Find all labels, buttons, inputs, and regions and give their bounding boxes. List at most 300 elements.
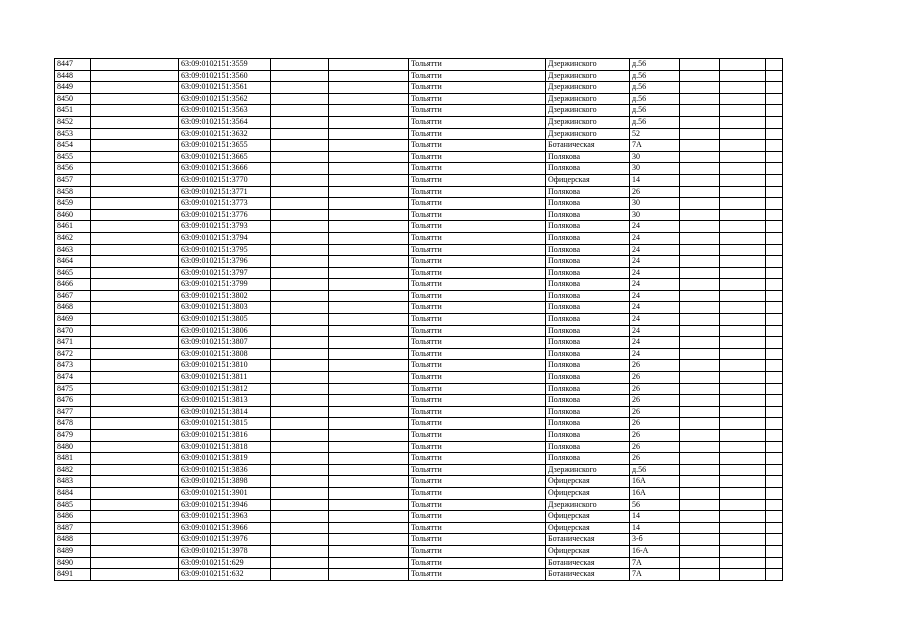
row-number-cell: 8447 — [55, 59, 91, 71]
empty-cell — [271, 430, 329, 442]
table-row — [55, 430, 783, 442]
cadastral-number-cell: 63:09:0102151:3808 — [179, 348, 271, 360]
row-number-cell: 8475 — [55, 383, 91, 395]
cadastral-number-cell: 63:09:0102151:3946 — [179, 499, 271, 511]
empty-cell — [720, 545, 766, 557]
table-row — [55, 302, 783, 314]
empty-cell — [680, 348, 720, 360]
city-cell: Тольятти — [409, 140, 546, 152]
table-row — [55, 487, 783, 499]
empty-cell — [329, 151, 409, 163]
cadastral-number-cell: 63:09:0102151:3818 — [179, 441, 271, 453]
row-number-cell: 8481 — [55, 453, 91, 465]
city-cell: Тольятти — [409, 209, 546, 221]
empty-cell — [680, 534, 720, 546]
house-cell: 56 — [630, 499, 680, 511]
table-row — [55, 314, 783, 326]
table-body — [55, 59, 783, 581]
city-cell: Тольятти — [409, 545, 546, 557]
empty-cell — [680, 418, 720, 430]
row-number-cell: 8463 — [55, 244, 91, 256]
row-number-cell: 8480 — [55, 441, 91, 453]
house-cell: 30 — [630, 198, 680, 210]
city-cell: Тольятти — [409, 360, 546, 372]
empty-cell — [271, 360, 329, 372]
empty-cell — [91, 140, 179, 152]
city-cell: Тольятти — [409, 418, 546, 430]
row-number-cell: 8487 — [55, 522, 91, 534]
row-number-cell: 8468 — [55, 302, 91, 314]
cadastral-number-cell: 63:09:0102151:632 — [179, 569, 271, 581]
empty-cell — [329, 93, 409, 105]
empty-cell — [720, 430, 766, 442]
house-cell: 24 — [630, 256, 680, 268]
empty-cell — [271, 348, 329, 360]
cadastral-number-cell: 63:09:0102151:3836 — [179, 464, 271, 476]
empty-cell — [680, 244, 720, 256]
street-cell: Ботаническая — [546, 569, 630, 581]
empty-cell — [720, 569, 766, 581]
empty-cell — [720, 325, 766, 337]
cadastral-number-cell: 63:09:0102151:3666 — [179, 163, 271, 175]
row-number-cell: 8459 — [55, 198, 91, 210]
city-cell: Тольятти — [409, 70, 546, 82]
city-cell: Тольятти — [409, 186, 546, 198]
empty-cell — [720, 128, 766, 140]
empty-cell — [720, 244, 766, 256]
empty-cell — [271, 522, 329, 534]
table-row — [55, 59, 783, 71]
cadastral-number-cell: 63:09:0102151:3802 — [179, 290, 271, 302]
empty-cell — [271, 511, 329, 523]
row-number-cell: 8470 — [55, 325, 91, 337]
empty-cell — [91, 418, 179, 430]
table-row — [55, 186, 783, 198]
street-cell: Полякова — [546, 383, 630, 395]
empty-cell — [329, 290, 409, 302]
empty-cell — [271, 406, 329, 418]
city-cell: Тольятти — [409, 232, 546, 244]
empty-cell — [91, 464, 179, 476]
street-cell: Офицерская — [546, 174, 630, 186]
empty-cell — [680, 70, 720, 82]
empty-cell — [329, 59, 409, 71]
table-row — [55, 476, 783, 488]
house-cell: 30 — [630, 209, 680, 221]
empty-cell — [329, 430, 409, 442]
empty-cell — [766, 372, 783, 384]
table-row — [55, 348, 783, 360]
empty-cell — [680, 441, 720, 453]
row-number-cell: 8460 — [55, 209, 91, 221]
table-row — [55, 140, 783, 152]
empty-cell — [766, 522, 783, 534]
table-row — [55, 116, 783, 128]
city-cell: Тольятти — [409, 116, 546, 128]
empty-cell — [766, 511, 783, 523]
empty-cell — [680, 116, 720, 128]
empty-cell — [91, 302, 179, 314]
empty-cell — [680, 383, 720, 395]
cadastral-number-cell: 63:09:0102151:3805 — [179, 314, 271, 326]
cadastral-number-cell: 63:09:0102151:3814 — [179, 406, 271, 418]
table-row — [55, 360, 783, 372]
empty-cell — [91, 198, 179, 210]
empty-cell — [329, 464, 409, 476]
empty-cell — [680, 128, 720, 140]
empty-cell — [329, 302, 409, 314]
empty-cell — [766, 545, 783, 557]
empty-cell — [766, 232, 783, 244]
empty-cell — [91, 453, 179, 465]
empty-cell — [91, 511, 179, 523]
table-row — [55, 209, 783, 221]
empty-cell — [720, 302, 766, 314]
house-cell: 30 — [630, 163, 680, 175]
empty-cell — [680, 360, 720, 372]
table-row — [55, 221, 783, 233]
empty-cell — [720, 82, 766, 94]
house-cell: 26 — [630, 406, 680, 418]
empty-cell — [329, 256, 409, 268]
house-cell: 24 — [630, 302, 680, 314]
empty-cell — [271, 163, 329, 175]
table-row — [55, 290, 783, 302]
empty-cell — [680, 337, 720, 349]
city-cell: Тольятти — [409, 511, 546, 523]
empty-cell — [680, 151, 720, 163]
empty-cell — [91, 476, 179, 488]
empty-cell — [766, 163, 783, 175]
empty-cell — [271, 418, 329, 430]
empty-cell — [766, 314, 783, 326]
empty-cell — [271, 267, 329, 279]
empty-cell — [91, 59, 179, 71]
row-number-cell: 8448 — [55, 70, 91, 82]
empty-cell — [680, 267, 720, 279]
empty-cell — [271, 256, 329, 268]
house-cell: 16А — [630, 487, 680, 499]
city-cell: Тольятти — [409, 59, 546, 71]
table-row — [55, 511, 783, 523]
cadastral-number-cell: 63:09:0102151:3797 — [179, 267, 271, 279]
registry-table — [54, 58, 783, 581]
cadastral-number-cell: 63:09:0102151:3811 — [179, 372, 271, 384]
city-cell: Тольятти — [409, 499, 546, 511]
table-row — [55, 522, 783, 534]
empty-cell — [329, 372, 409, 384]
table-row — [55, 151, 783, 163]
empty-cell — [720, 290, 766, 302]
cadastral-number-cell: 63:09:0102151:3816 — [179, 430, 271, 442]
house-cell: 26 — [630, 453, 680, 465]
table-row — [55, 464, 783, 476]
empty-cell — [271, 209, 329, 221]
row-number-cell: 8457 — [55, 174, 91, 186]
cadastral-number-cell: 63:09:0102151:3898 — [179, 476, 271, 488]
street-cell: Ботаническая — [546, 534, 630, 546]
city-cell: Тольятти — [409, 569, 546, 581]
street-cell: Полякова — [546, 232, 630, 244]
empty-cell — [271, 395, 329, 407]
empty-cell — [91, 557, 179, 569]
cadastral-number-cell: 63:09:0102151:3812 — [179, 383, 271, 395]
street-cell: Дзержинского — [546, 105, 630, 117]
empty-cell — [766, 256, 783, 268]
empty-cell — [766, 151, 783, 163]
city-cell: Тольятти — [409, 290, 546, 302]
table-row — [55, 569, 783, 581]
empty-cell — [766, 279, 783, 291]
row-number-cell: 8491 — [55, 569, 91, 581]
empty-cell — [720, 279, 766, 291]
empty-cell — [91, 82, 179, 94]
cadastral-number-cell: 63:09:0102151:3793 — [179, 221, 271, 233]
empty-cell — [271, 151, 329, 163]
empty-cell — [271, 93, 329, 105]
street-cell: Полякова — [546, 209, 630, 221]
empty-cell — [329, 406, 409, 418]
empty-cell — [271, 534, 329, 546]
empty-cell — [329, 198, 409, 210]
empty-cell — [766, 487, 783, 499]
row-number-cell: 8479 — [55, 430, 91, 442]
street-cell: Полякова — [546, 302, 630, 314]
empty-cell — [720, 314, 766, 326]
empty-cell — [720, 557, 766, 569]
empty-cell — [680, 256, 720, 268]
empty-cell — [720, 105, 766, 117]
empty-cell — [91, 360, 179, 372]
empty-cell — [329, 70, 409, 82]
empty-cell — [329, 348, 409, 360]
table-row — [55, 395, 783, 407]
empty-cell — [329, 186, 409, 198]
empty-cell — [91, 244, 179, 256]
empty-cell — [766, 302, 783, 314]
empty-cell — [680, 279, 720, 291]
empty-cell — [329, 337, 409, 349]
empty-cell — [271, 221, 329, 233]
empty-cell — [720, 93, 766, 105]
empty-cell — [680, 105, 720, 117]
street-cell: Полякова — [546, 348, 630, 360]
empty-cell — [720, 59, 766, 71]
empty-cell — [329, 82, 409, 94]
cadastral-number-cell: 63:09:0102151:629 — [179, 557, 271, 569]
house-cell: д.56 — [630, 93, 680, 105]
city-cell: Тольятти — [409, 430, 546, 442]
empty-cell — [329, 545, 409, 557]
row-number-cell: 8454 — [55, 140, 91, 152]
empty-cell — [91, 534, 179, 546]
street-cell: Полякова — [546, 418, 630, 430]
empty-cell — [766, 174, 783, 186]
cadastral-number-cell: 63:09:0102151:3562 — [179, 93, 271, 105]
house-cell: д.56 — [630, 59, 680, 71]
cadastral-number-cell: 63:09:0102151:3819 — [179, 453, 271, 465]
empty-cell — [329, 128, 409, 140]
empty-cell — [766, 198, 783, 210]
house-cell: д.56 — [630, 82, 680, 94]
cadastral-number-cell: 63:09:0102151:3665 — [179, 151, 271, 163]
empty-cell — [329, 360, 409, 372]
empty-cell — [271, 140, 329, 152]
empty-cell — [91, 372, 179, 384]
empty-cell — [766, 59, 783, 71]
empty-cell — [720, 476, 766, 488]
street-cell: Полякова — [546, 337, 630, 349]
empty-cell — [720, 406, 766, 418]
city-cell: Тольятти — [409, 372, 546, 384]
house-cell: 24 — [630, 337, 680, 349]
city-cell: Тольятти — [409, 453, 546, 465]
table-row — [55, 128, 783, 140]
house-cell: 7А — [630, 140, 680, 152]
cadastral-number-cell: 63:09:0102151:3803 — [179, 302, 271, 314]
cadastral-number-cell: 63:09:0102151:3810 — [179, 360, 271, 372]
street-cell: Дзержинского — [546, 82, 630, 94]
city-cell: Тольятти — [409, 279, 546, 291]
empty-cell — [766, 418, 783, 430]
street-cell: Дзержинского — [546, 59, 630, 71]
empty-cell — [329, 232, 409, 244]
row-number-cell: 8469 — [55, 314, 91, 326]
row-number-cell: 8488 — [55, 534, 91, 546]
city-cell: Тольятти — [409, 348, 546, 360]
row-number-cell: 8465 — [55, 267, 91, 279]
empty-cell — [720, 337, 766, 349]
empty-cell — [720, 140, 766, 152]
empty-cell — [91, 174, 179, 186]
table-row — [55, 163, 783, 175]
empty-cell — [720, 511, 766, 523]
empty-cell — [91, 569, 179, 581]
city-cell: Тольятти — [409, 476, 546, 488]
empty-cell — [329, 105, 409, 117]
city-cell: Тольятти — [409, 337, 546, 349]
empty-cell — [329, 511, 409, 523]
cadastral-number-cell: 63:09:0102151:3561 — [179, 82, 271, 94]
city-cell: Тольятти — [409, 534, 546, 546]
empty-cell — [680, 163, 720, 175]
row-number-cell: 8473 — [55, 360, 91, 372]
cadastral-number-cell: 63:09:0102151:3773 — [179, 198, 271, 210]
empty-cell — [329, 209, 409, 221]
empty-cell — [680, 395, 720, 407]
empty-cell — [680, 198, 720, 210]
street-cell: Полякова — [546, 198, 630, 210]
empty-cell — [766, 395, 783, 407]
street-cell: Ботаническая — [546, 140, 630, 152]
city-cell: Тольятти — [409, 93, 546, 105]
empty-cell — [91, 267, 179, 279]
house-cell: д.56 — [630, 116, 680, 128]
house-cell: 16А — [630, 476, 680, 488]
cadastral-number-cell: 63:09:0102151:3794 — [179, 232, 271, 244]
empty-cell — [766, 383, 783, 395]
empty-cell — [271, 337, 329, 349]
empty-cell — [91, 395, 179, 407]
table-row — [55, 372, 783, 384]
empty-cell — [680, 314, 720, 326]
empty-cell — [271, 545, 329, 557]
empty-cell — [766, 337, 783, 349]
empty-cell — [271, 232, 329, 244]
street-cell: Полякова — [546, 186, 630, 198]
empty-cell — [329, 569, 409, 581]
cadastral-number-cell: 63:09:0102151:3815 — [179, 418, 271, 430]
row-number-cell: 8450 — [55, 93, 91, 105]
cadastral-number-cell: 63:09:0102151:3655 — [179, 140, 271, 152]
empty-cell — [680, 209, 720, 221]
empty-cell — [91, 105, 179, 117]
empty-cell — [766, 534, 783, 546]
row-number-cell: 8478 — [55, 418, 91, 430]
house-cell: 24 — [630, 279, 680, 291]
house-cell: 52 — [630, 128, 680, 140]
table-row — [55, 279, 783, 291]
table-row — [55, 325, 783, 337]
street-cell: Полякова — [546, 430, 630, 442]
empty-cell — [271, 70, 329, 82]
empty-cell — [329, 383, 409, 395]
empty-cell — [91, 232, 179, 244]
cadastral-number-cell: 63:09:0102151:3770 — [179, 174, 271, 186]
house-cell: 26 — [630, 186, 680, 198]
table-row — [55, 383, 783, 395]
empty-cell — [720, 70, 766, 82]
empty-cell — [720, 441, 766, 453]
row-number-cell: 8477 — [55, 406, 91, 418]
empty-cell — [720, 499, 766, 511]
street-cell: Офицерская — [546, 545, 630, 557]
empty-cell — [271, 314, 329, 326]
house-cell: 24 — [630, 325, 680, 337]
empty-cell — [766, 499, 783, 511]
street-cell: Дзержинского — [546, 70, 630, 82]
cadastral-number-cell: 63:09:0102151:3560 — [179, 70, 271, 82]
empty-cell — [271, 198, 329, 210]
cadastral-number-cell: 63:09:0102151:3559 — [179, 59, 271, 71]
empty-cell — [680, 464, 720, 476]
house-cell: 24 — [630, 267, 680, 279]
empty-cell — [271, 290, 329, 302]
row-number-cell: 8472 — [55, 348, 91, 360]
empty-cell — [720, 267, 766, 279]
house-cell: 14 — [630, 522, 680, 534]
empty-cell — [271, 441, 329, 453]
table-row — [55, 441, 783, 453]
empty-cell — [766, 348, 783, 360]
empty-cell — [680, 290, 720, 302]
empty-cell — [680, 82, 720, 94]
empty-cell — [766, 105, 783, 117]
empty-cell — [271, 116, 329, 128]
empty-cell — [329, 522, 409, 534]
empty-cell — [766, 128, 783, 140]
row-number-cell: 8449 — [55, 82, 91, 94]
empty-cell — [91, 325, 179, 337]
empty-cell — [680, 232, 720, 244]
empty-cell — [329, 116, 409, 128]
empty-cell — [329, 325, 409, 337]
city-cell: Тольятти — [409, 221, 546, 233]
empty-cell — [271, 279, 329, 291]
cadastral-number-cell: 63:09:0102151:3806 — [179, 325, 271, 337]
row-number-cell: 8453 — [55, 128, 91, 140]
empty-cell — [91, 116, 179, 128]
